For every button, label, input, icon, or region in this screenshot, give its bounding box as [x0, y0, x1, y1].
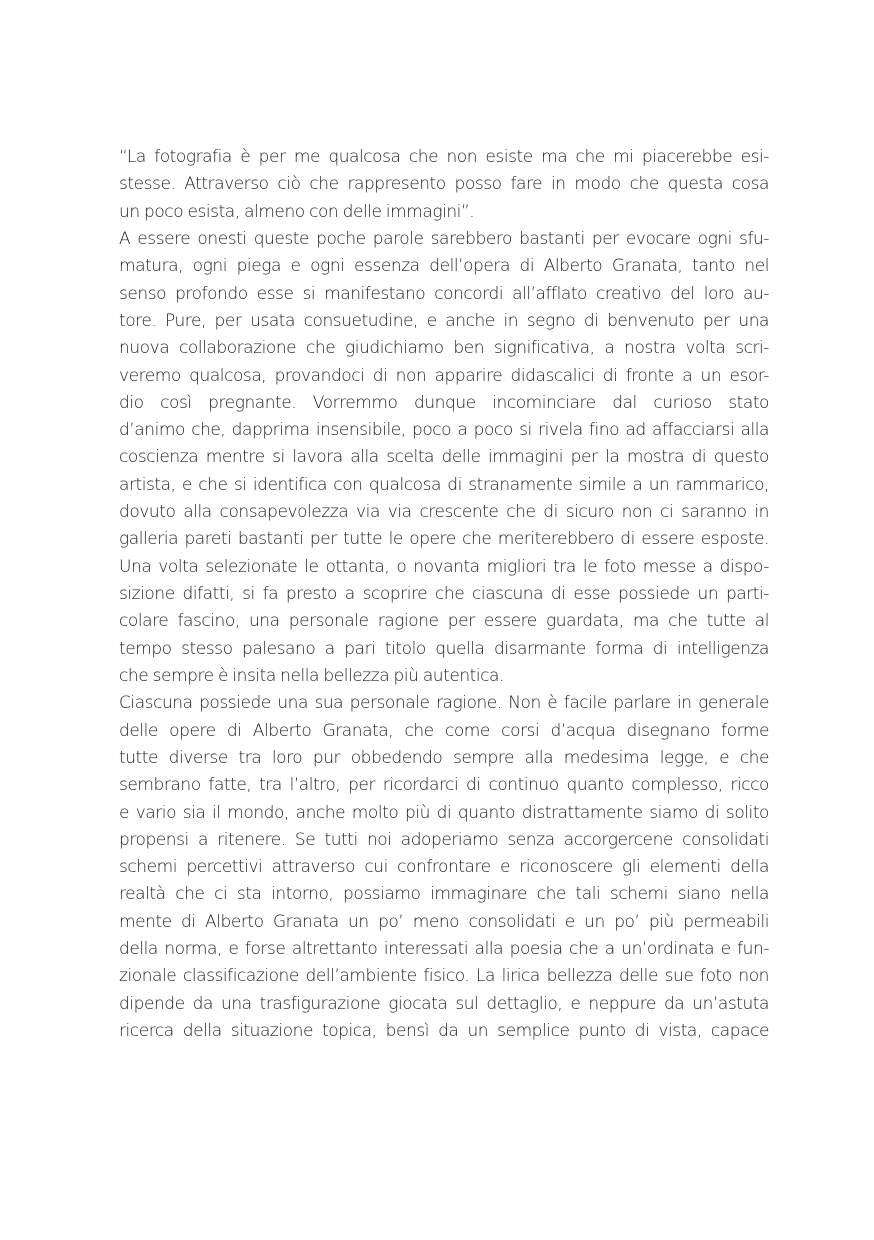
text-line: mente di Alberto Granata un po’ meno consolidati e un po’ più permeabili — [119, 911, 769, 932]
text-line: tempo stesso palesano a pari titolo quella disarmante forma di intelligenza — [119, 638, 769, 659]
text-line: colare fascino, una personale ragione per essere guardata, ma che tutte al — [119, 611, 769, 632]
text-line: dovuto alla consapevolezza via via crescente che di sicuro non ci saranno in — [119, 502, 769, 523]
text-line: veremo qualcosa, provandoci di non apparire didascalici di fronte a un esor- — [119, 365, 769, 386]
text-line: Una volta selezionate le ottanta, o novanta migliori tra le foto messe a dispo- — [119, 556, 769, 577]
text-line: tore. Pure, per usata consuetudine, e anche in segno di benvenuto per una — [119, 310, 769, 331]
text-line: senso profondo esse si manifestano concordi all’afflato creativo del loro au- — [119, 283, 769, 304]
text-line: nuova collaborazione che giudichiamo ben significativa, a nostra volta scri- — [119, 338, 769, 359]
text-line: matura, ogni piega e ogni essenza dell’opera di Alberto Granata, tanto nel — [119, 256, 769, 277]
text-line: della norma, e forse altrettanto interessati alla poesia che a un’ordinata e fun- — [119, 939, 769, 960]
text-line: che sempre è insita nella bellezza più autentica. — [119, 665, 504, 686]
text-line: artista, e che si identifica con qualcosa di stranamente simile a un rammarico, — [119, 474, 769, 495]
text-line: propensi a ritenere. Se tutti noi adoperiamo senza accorgercene consolidati — [119, 829, 769, 850]
text-line: ricerca della situazione topica, bensì da un semplice punto di vista, capace — [119, 1021, 769, 1041]
text-line: coscienza mentre si lavora alla scelta delle immagini per la mostra di questo — [119, 447, 769, 468]
text-line: sizione difatti, si fa presto a scoprire che ciascuna di esse possiede un parti- — [119, 584, 769, 604]
text-line: un poco esista, almeno con delle immagini”. — [119, 201, 475, 222]
text-line: sembrano fatte, tra l’altro, per ricordarci di continuo quanto complesso, ricco — [119, 775, 769, 796]
text-line: delle opere di Alberto Granata, che come corsi d’acqua disegnano forme — [119, 720, 769, 741]
text-line: dipende da una trasfigurazione giocata sul dettaglio, e neppure da un’astuta — [119, 993, 769, 1014]
text-line: zionale classificazione dell’ambiente fisico. La lirica bellezza delle sue foto non — [119, 966, 769, 987]
text-line: tutte diverse tra loro pur obbedendo sempre alla medesima legge, e che — [119, 747, 769, 768]
text-line: Ciascuna possiede una sua personale ragione. Non è facile parlare in generale — [119, 693, 769, 714]
text-line: stesse. Attraverso ciò che rappresento posso fare in modo che questa cosa — [119, 174, 769, 195]
text-line: “La fotografia è per me qualcosa che non esiste ma che mi piacerebbe esi- — [119, 147, 769, 167]
text-line: e vario sia il mondo, anche molto più di quanto distrattamente siamo di solito — [119, 802, 769, 823]
text-line: galleria pareti bastanti per tutte le opere che meriterebbero di essere esposte. — [119, 529, 769, 550]
text-line: A essere onesti queste poche parole sarebbero bastanti per evocare ogni sfu- — [119, 228, 769, 249]
text-line: schemi percettivi attraverso cui confrontare e riconoscere gli elementi della — [119, 857, 769, 878]
text-line: realtà che ci sta intorno, possiamo immaginare che tali schemi siano nella — [119, 884, 769, 905]
text-line: d’animo che, dapprima insensibile, poco a poco si rivela fino ad affacciarsi alla — [119, 420, 769, 441]
text-line: dio così pregnante. Vorremmo dunque incominciare dal curioso stato — [119, 392, 769, 413]
document-page — [119, 144, 769, 1045]
